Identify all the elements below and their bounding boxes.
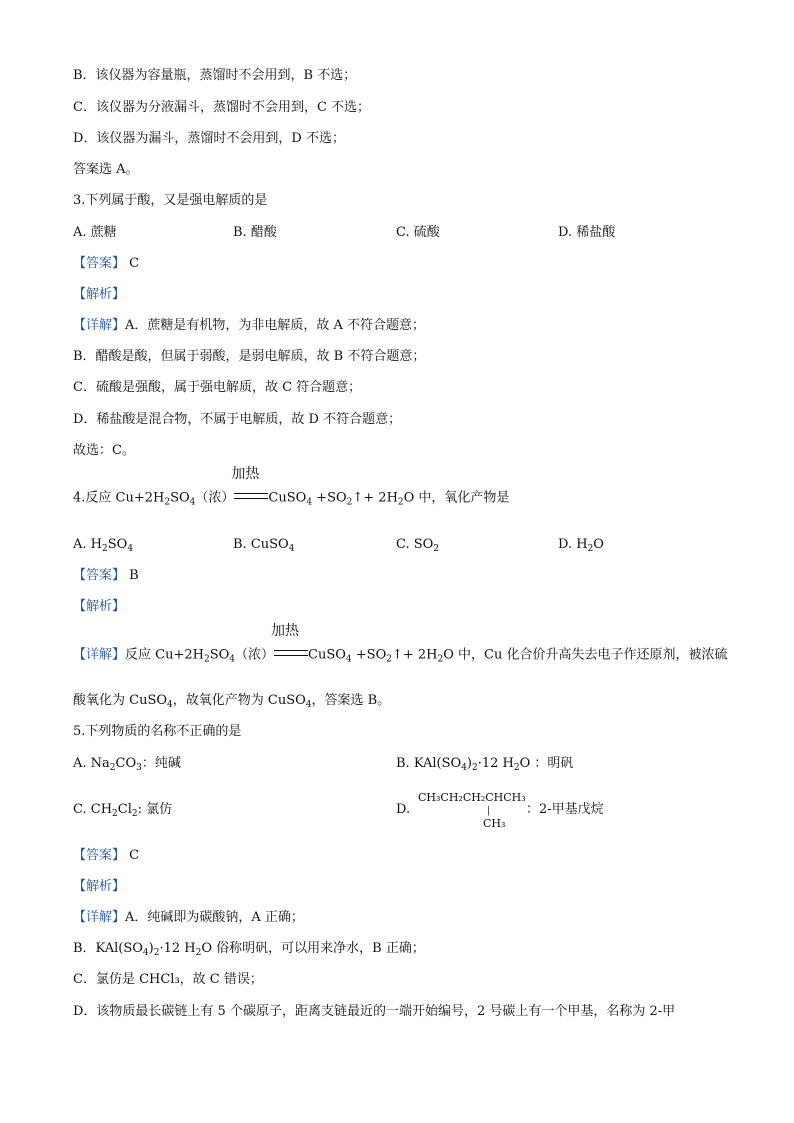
q3-detail-2: B．醋酸是酸，但属于弱酸，是弱电解质，故 B 不符合题意；	[73, 349, 426, 364]
detail-part: 酸氧化为 CuSO	[73, 693, 168, 708]
q3-detail-3: C．硫酸是强酸，属于强电解质，故 C 符合题意；	[73, 380, 362, 395]
stem-part: SO	[170, 490, 190, 506]
q5-detail-1	[73, 909, 304, 927]
q3-option-b: B. 醋酸	[233, 225, 277, 240]
q4-option-d: D. $H_2O$	[558, 537, 604, 554]
detail-part: ↑+ 2H	[391, 647, 438, 663]
stem-part: +SO	[312, 490, 347, 506]
q5-detail-2: B．$KAl(SO_4)_2\cdot 12$ $H_2O$ 俗称明矾，可以用来净水，B 正确；	[73, 941, 425, 958]
q4-detail-1: 【详解】反应 $Cu+2H_2SO_4$（浓） 加热 CuSO$_4$ $+SO_2↑+ 2H_2O$ 中，Cu 化合价升高失去电子作还原剂，被浓硫	[73, 623, 728, 665]
stem-part: O 中，氧化产物是	[403, 490, 510, 506]
detail-text: A．蔗糖是有机物，为非电解质，故 A 不符合题意；	[125, 318, 426, 333]
reaction-condition: 加热	[271, 623, 300, 639]
detail-part: ，答案选 B。	[311, 693, 391, 708]
stem-part: 4.反应 Cu+2H	[73, 490, 165, 506]
reaction-arrow	[231, 466, 268, 507]
analysis-tag: 【解析】	[73, 879, 126, 894]
question-4-stem: 4.反应 $Cu+2H_2SO_4$（浓） 加热 CuSO$_4$ $+SO_2↑+ 2H_2O$ 中，氧化产物是	[73, 466, 510, 508]
answer-value: C	[129, 848, 140, 863]
q3-option-c: C. 硫酸	[396, 225, 440, 240]
stem-part: ↑+ 2H	[352, 490, 398, 506]
q5-option-b: B. $KAl(SO_4)_2\cdot 12$ $H_2O$ ：明矾	[396, 756, 574, 773]
q3-detail-4: D．稀盐酸是混合物，不属于电解质，故 D 不符合题意；	[73, 412, 402, 427]
q4-detail-2: 酸氧化为 CuSO$_4$，故氧化产物为 CuSO$_4$，答案选 B。	[73, 693, 391, 710]
analysis-tag: 【解析】	[73, 599, 126, 614]
q5-structure-methyl: CH₃	[483, 817, 506, 830]
q5-option-d-label: D.	[396, 802, 411, 817]
question-3-stem: 3.下列属于酸，又是强电解质的是	[73, 193, 268, 208]
detail-part: （浓）	[235, 647, 275, 663]
detail-tag: 【详解】	[73, 910, 126, 925]
reaction-arrow	[271, 623, 308, 664]
reaction-condition: 加热	[231, 466, 260, 482]
q3-option-d: D. 稀盐酸	[558, 225, 616, 240]
detail-part: O 中，Cu 化合价升高失去电子作还原剂，被浓硫	[443, 647, 728, 663]
q5-detail-4: D．该物质最长碳链上有 5 个碳原子，距离支链最近的一端开始编号，2 号碳上有一个甲基，名称为 2-甲	[73, 1004, 676, 1019]
q4-answer	[73, 567, 139, 585]
stem-part: CuSO	[268, 490, 307, 506]
stem-part: （浓）	[195, 490, 235, 506]
q5-analysis-tag	[73, 878, 125, 896]
detail-text: A．纯碱即为碳酸钠，A 正确；	[125, 910, 304, 925]
q4-analysis-tag	[73, 598, 125, 616]
q5-structure-bond: |	[487, 806, 491, 816]
q5-answer	[73, 847, 139, 865]
q3-conclusion: 故选：C。	[73, 443, 135, 458]
detail-tag: 【详解】	[73, 647, 126, 663]
q3-option-a: A. 蔗糖	[73, 225, 117, 240]
analysis-tag: 【解析】	[73, 287, 126, 302]
q5-option-c: C. $CH_2Cl_2$: 氯仿	[73, 802, 173, 819]
detail-tag: 【详解】	[73, 318, 126, 333]
q4-option-c: C. $SO_2$	[396, 537, 440, 554]
detail-part: +SO	[351, 647, 387, 663]
q4-option-b: B. CuSO$_4$	[233, 537, 295, 554]
answer-value: C	[129, 256, 140, 271]
q5-structure-main-chain: CH₃CH₂CH₂CHCH₃	[418, 791, 526, 804]
answer-value: B	[129, 568, 139, 583]
detail-part: SO	[209, 647, 230, 663]
q3-analysis-tag	[73, 286, 125, 304]
answer-tag: 【答案】	[73, 848, 126, 863]
detail-part: ，故氧化产物为 CuSO	[172, 693, 306, 708]
q3-detail-1	[73, 317, 425, 335]
answer-tag: 【答案】	[73, 256, 126, 271]
detail-part: 反应 Cu+2H	[125, 647, 204, 663]
q4-option-a: A. $H_2SO_4$	[73, 537, 134, 554]
answer-tag: 【答案】	[73, 568, 126, 583]
q5-detail-3: C．氯仿是 CHCl₃，故 C 错误；	[73, 972, 263, 987]
detail-part: CuSO	[308, 647, 346, 663]
q3-answer	[73, 255, 139, 273]
text-line: 答案选 A。	[73, 162, 139, 177]
text-line: B．该仪器为容量瓶，蒸馏时不会用到，B 不选；	[73, 68, 357, 83]
text-line: D．该仪器为漏斗，蒸馏时不会用到，D 不选；	[73, 131, 345, 146]
question-5-stem: 5.下列物质的名称不正确的是	[73, 724, 242, 739]
q5-option-a: A. $Na_2CO_3$：纯碱	[73, 756, 181, 773]
text-line: C．该仪器为分液漏斗，蒸馏时不会用到，C 不选；	[73, 100, 371, 115]
q5-option-d-name: ：2-甲基戊烷	[526, 802, 604, 817]
